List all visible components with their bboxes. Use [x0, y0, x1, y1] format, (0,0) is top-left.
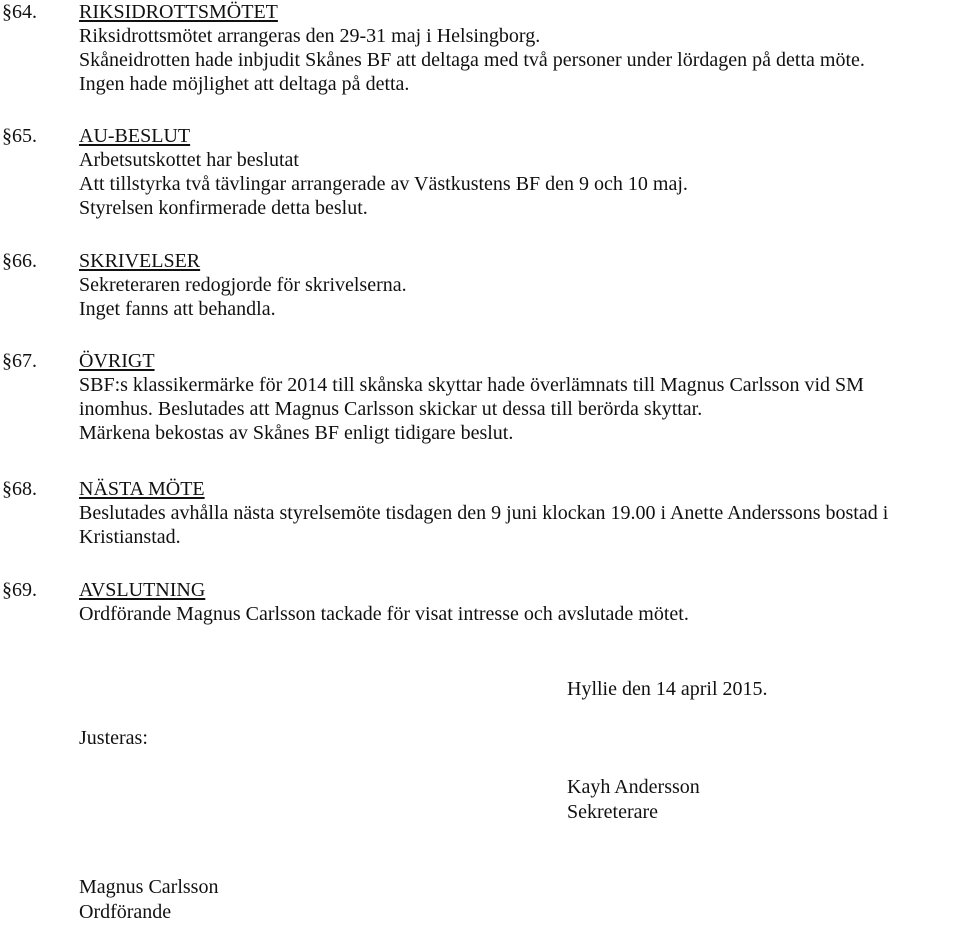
secretary-role: Sekreterare — [567, 801, 659, 823]
section-content — [79, 124, 960, 220]
section-heading: AVSLUTNING — [79, 579, 206, 601]
secretary-signature-block — [567, 775, 700, 825]
section-text-line: Arbetsutskottet har beslutat — [79, 149, 299, 171]
section-text-line: Ingen hade möjlighet att deltaga på detta. — [79, 73, 410, 95]
section-content — [79, 349, 960, 445]
section-number: §64. — [2, 1, 37, 23]
secretary-name: Kayh Andersson — [567, 776, 700, 798]
section-number: §69. — [2, 579, 37, 601]
justeras-label: Justeras: — [79, 727, 148, 749]
section-content — [79, 0, 960, 96]
section-text-line: Sekreteraren redogjorde för skrivelserna. — [79, 274, 407, 296]
section-number: §66. — [2, 250, 37, 272]
section-number: §67. — [2, 350, 37, 372]
section-content — [79, 477, 960, 549]
section-text-line: SBF:s klassikermärke för 2014 till skånska skyttar hade överlämnats till Magnus Carlsson vid SM — [79, 374, 864, 396]
section-text-line: Inget fanns att behandla. — [79, 298, 276, 320]
section-text-line: Beslutades avhålla nästa styrelsemöte tisdagen den 9 juni klockan 19.00 i Anette Anderssons bostad i — [79, 502, 889, 524]
section-text-line: Ordförande Magnus Carlsson tackade för visat intresse och avslutade mötet. — [79, 603, 689, 625]
section-text-line: Riksidrottsmötet arrangeras den 29-31 maj i Helsingborg. — [79, 25, 541, 47]
place-and-date: Hyllie den 14 april 2015. — [567, 678, 768, 700]
section-heading: NÄSTA MÖTE — [79, 478, 205, 500]
section-number: §65. — [2, 125, 37, 147]
section-content — [79, 249, 960, 321]
section-heading: ÖVRIGT — [79, 350, 155, 372]
section-number: §68. — [2, 478, 37, 500]
section-text-line: inomhus. Beslutades att Magnus Carlsson skickar ut dessa till berörda skyttar. — [79, 398, 703, 420]
section-text-line: Märkena bekostas av Skånes BF enligt tidigare beslut. — [79, 422, 514, 444]
section-heading: RIKSIDROTTSMÖTET — [79, 1, 278, 23]
section-content — [79, 578, 960, 626]
section-text-line: Kristianstad. — [79, 526, 181, 548]
section-text-line: Att tillstyrka två tävlingar arrangerade av Västkustens BF den 9 och 10 maj. — [79, 173, 688, 195]
chair-role: Ordförande — [79, 901, 172, 923]
section-heading: AU-BESLUT — [79, 125, 191, 147]
chair-signature-block — [79, 875, 218, 925]
section-text-line: Skåneidrotten hade inbjudit Skånes BF att deltaga med två personer under lördagen på detta möte. — [79, 49, 865, 71]
section-heading: SKRIVELSER — [79, 250, 201, 272]
section-text-line: Styrelsen konfirmerade detta beslut. — [79, 197, 368, 219]
chair-name: Magnus Carlsson — [79, 876, 219, 898]
